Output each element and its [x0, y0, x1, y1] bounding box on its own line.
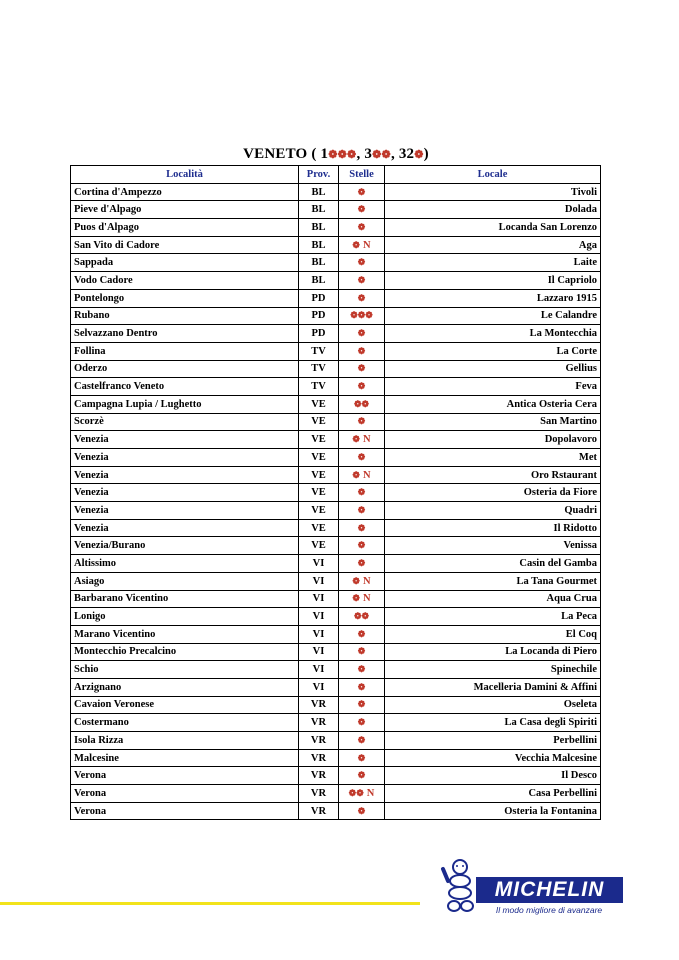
table-row	[71, 749, 601, 767]
cell-prov: VR	[299, 714, 339, 732]
michelin-star-icon: ❁	[357, 274, 366, 285]
cell-prov: VE	[299, 484, 339, 502]
cell-stelle	[339, 289, 385, 307]
table-row	[71, 449, 601, 467]
table-row	[71, 802, 601, 820]
michelin-star-icon: ❁	[352, 239, 360, 250]
table-row	[71, 183, 601, 201]
cell-stelle	[339, 395, 385, 413]
table-row	[71, 236, 601, 254]
cell-localita: Arzignano	[71, 678, 299, 696]
table-row	[71, 325, 601, 343]
cell-prov: VR	[299, 732, 339, 750]
cell-stelle	[339, 431, 385, 449]
michelin-star-icon: ❁	[357, 487, 366, 498]
cell-locale: Oro Rstaurant	[385, 466, 601, 484]
cell-prov: VI	[299, 643, 339, 661]
cell-stelle	[339, 732, 385, 750]
michelin-star-icon: ❁	[357, 186, 366, 197]
michelin-wordmark: MICHELIN	[476, 877, 623, 903]
michelin-star-icon: ❁	[357, 681, 366, 692]
cell-locale: La Corte	[385, 342, 601, 360]
table-row	[71, 484, 601, 502]
cell-prov: BL	[299, 183, 339, 201]
cell-locale: La Casa degli Spiriti	[385, 714, 601, 732]
cell-localita: Pieve d'Alpago	[71, 201, 299, 219]
footer-yellow-rule	[0, 902, 420, 905]
cell-locale: Vecchia Malcesine	[385, 749, 601, 767]
cell-prov: VI	[299, 661, 339, 679]
cell-localita: Puos d'Alpago	[71, 219, 299, 237]
table-row	[71, 378, 601, 396]
cell-prov: VI	[299, 572, 339, 590]
cell-prov: BL	[299, 201, 339, 219]
cell-locale: Spinechile	[385, 661, 601, 679]
michelin-star-icon: ❁❁	[353, 398, 370, 409]
cell-locale: Laite	[385, 254, 601, 272]
michelin-star-icon: ❁	[357, 504, 366, 515]
cell-stelle	[339, 643, 385, 661]
cell-stelle	[339, 307, 385, 325]
cell-prov: VE	[299, 413, 339, 431]
table-row	[71, 519, 601, 537]
cell-localita: Montecchio Precalcino	[71, 643, 299, 661]
cell-prov: VE	[299, 466, 339, 484]
table-row	[71, 413, 601, 431]
michelin-star-icon: ❁	[357, 805, 366, 816]
cell-stelle	[339, 785, 385, 803]
cell-prov: BL	[299, 272, 339, 290]
table-row	[71, 537, 601, 555]
cell-localita: Sappada	[71, 254, 299, 272]
michelin-star-icon: ❁	[357, 381, 366, 392]
cell-locale: La Locanda di Piero	[385, 643, 601, 661]
cell-stelle	[339, 608, 385, 626]
michelin-star-icon: ❁	[357, 646, 366, 657]
cell-prov: VE	[299, 502, 339, 520]
cell-stelle	[339, 625, 385, 643]
cell-prov: PD	[299, 307, 339, 325]
cell-locale: Il Ridotto	[385, 519, 601, 537]
michelin-star-icon: ❁	[357, 328, 366, 339]
column-header-locale: Locale	[385, 166, 601, 184]
cell-prov: TV	[299, 342, 339, 360]
cell-localita: Oderzo	[71, 360, 299, 378]
cell-localita: Venezia	[71, 466, 299, 484]
michelin-star-icon: ❁❁❁	[350, 310, 373, 321]
cell-locale: Met	[385, 449, 601, 467]
table-row	[71, 431, 601, 449]
cell-locale: Oseleta	[385, 696, 601, 714]
cell-locale: Feva	[385, 378, 601, 396]
michelin-star-icon: ❁❁	[353, 611, 370, 622]
michelin-star-icon: ❁	[357, 522, 366, 533]
michelin-star-icon: ❁❁	[348, 787, 364, 798]
cell-locale: Locanda San Lorenzo	[385, 219, 601, 237]
table-row	[71, 307, 601, 325]
region-name: VENETO	[243, 146, 308, 162]
page-title: VENETO ( 1❁❁❁, 3❁❁, 32❁)	[243, 146, 429, 162]
table-row	[71, 661, 601, 679]
cell-localita: Lonigo	[71, 608, 299, 626]
michelin-star-icon: ❁	[357, 717, 366, 728]
michelin-logo	[440, 857, 626, 921]
star-icon-x2: ❁❁	[372, 149, 391, 161]
table-row	[71, 590, 601, 608]
cell-localita: Costermano	[71, 714, 299, 732]
cell-locale: Osteria la Fontanina	[385, 802, 601, 820]
cell-locale: San Martino	[385, 413, 601, 431]
cell-locale: Il Desco	[385, 767, 601, 785]
column-header-localita: Località	[71, 166, 299, 184]
michelin-star-icon: ❁	[352, 469, 360, 480]
table-row	[71, 466, 601, 484]
new-badge: N	[366, 787, 375, 799]
table-row	[71, 360, 601, 378]
cell-prov: TV	[299, 360, 339, 378]
table-row	[71, 643, 601, 661]
table-row	[71, 572, 601, 590]
michelin-star-icon: ❁	[357, 699, 366, 710]
column-header-prov: Prov.	[299, 166, 339, 184]
cell-stelle	[339, 678, 385, 696]
cell-stelle	[339, 201, 385, 219]
cell-stelle	[339, 502, 385, 520]
cell-prov: VI	[299, 555, 339, 573]
star-icon-x3: ❁❁❁	[328, 149, 357, 161]
michelin-star-icon: ❁	[357, 628, 366, 639]
cell-prov: VR	[299, 785, 339, 803]
table-row	[71, 678, 601, 696]
new-badge: N	[362, 434, 371, 446]
table-header-row	[71, 166, 601, 184]
cell-locale: Perbellini	[385, 732, 601, 750]
michelin-star-icon: ❁	[352, 434, 360, 445]
cell-locale: Venissa	[385, 537, 601, 555]
table-row	[71, 767, 601, 785]
michelin-star-icon: ❁	[357, 770, 366, 781]
table-row	[71, 254, 601, 272]
michelin-star-icon: ❁	[357, 345, 366, 356]
cell-localita: Venezia/Burano	[71, 537, 299, 555]
restaurant-table	[70, 165, 600, 820]
michelin-star-icon: ❁	[352, 593, 360, 604]
michelin-star-icon: ❁	[352, 575, 360, 586]
cell-stelle	[339, 413, 385, 431]
cell-stelle	[339, 767, 385, 785]
cell-prov: BL	[299, 254, 339, 272]
cell-prov: VE	[299, 519, 339, 537]
cell-prov: VE	[299, 537, 339, 555]
cell-prov: VR	[299, 767, 339, 785]
cell-stelle	[339, 590, 385, 608]
cell-prov: VI	[299, 608, 339, 626]
cell-stelle	[339, 537, 385, 555]
cell-localita: Scorzè	[71, 413, 299, 431]
cell-localita: Malcesine	[71, 749, 299, 767]
michelin-star-icon: ❁	[357, 540, 366, 551]
cell-stelle	[339, 219, 385, 237]
michelin-slogan: Il modo migliore di avanzare	[495, 905, 603, 915]
cell-prov: VE	[299, 431, 339, 449]
table-row	[71, 555, 601, 573]
cell-localita: Schio	[71, 661, 299, 679]
michelin-star-icon: ❁	[357, 292, 366, 303]
table-row	[71, 395, 601, 413]
cell-localita: Rubano	[71, 307, 299, 325]
column-header-stelle: Stelle	[339, 166, 385, 184]
cell-locale: Dopolavoro	[385, 431, 601, 449]
cell-stelle	[339, 272, 385, 290]
cell-stelle	[339, 466, 385, 484]
cell-locale: Aga	[385, 236, 601, 254]
cell-stelle	[339, 254, 385, 272]
cell-stelle	[339, 449, 385, 467]
cell-locale: La Peca	[385, 608, 601, 626]
cell-prov: VI	[299, 590, 339, 608]
new-badge: N	[362, 239, 371, 251]
cell-stelle	[339, 572, 385, 590]
cell-localita: Vodo Cadore	[71, 272, 299, 290]
cell-localita: Castelfranco Veneto	[71, 378, 299, 396]
cell-locale: Macelleria Damini & Affini	[385, 678, 601, 696]
michelin-star-icon: ❁	[357, 451, 366, 462]
count-one-star: 32	[398, 146, 415, 162]
cell-stelle	[339, 802, 385, 820]
michelin-star-icon: ❁	[357, 734, 366, 745]
cell-localita: Marano Vicentino	[71, 625, 299, 643]
michelin-star-icon: ❁	[357, 752, 366, 763]
cell-stelle	[339, 325, 385, 343]
table-row	[71, 342, 601, 360]
michelin-star-icon: ❁	[357, 221, 366, 232]
cell-localita: Cortina d'Ampezzo	[71, 183, 299, 201]
table-row	[71, 502, 601, 520]
cell-prov: PD	[299, 289, 339, 307]
cell-locale: Tivoli	[385, 183, 601, 201]
michelin-star-icon: ❁	[357, 664, 366, 675]
new-badge: N	[362, 469, 371, 481]
cell-stelle	[339, 555, 385, 573]
cell-prov: PD	[299, 325, 339, 343]
new-badge: N	[362, 593, 371, 605]
cell-locale: Casa Perbellini	[385, 785, 601, 803]
cell-localita: Campagna Lupia / Lughetto	[71, 395, 299, 413]
michelin-star-icon: ❁	[357, 416, 366, 427]
cell-prov: VR	[299, 749, 339, 767]
cell-locale: Aqua Crua	[385, 590, 601, 608]
cell-stelle	[339, 714, 385, 732]
cell-localita: Follina	[71, 342, 299, 360]
cell-stelle	[339, 661, 385, 679]
count-two-stars: 3	[364, 146, 373, 162]
cell-locale: La Tana Gourmet	[385, 572, 601, 590]
cell-prov: VI	[299, 678, 339, 696]
cell-prov: VR	[299, 696, 339, 714]
cell-localita: Venezia	[71, 449, 299, 467]
cell-localita: Verona	[71, 802, 299, 820]
cell-localita: Selvazzano Dentro	[71, 325, 299, 343]
cell-prov: VE	[299, 395, 339, 413]
cell-locale: Casin del Gamba	[385, 555, 601, 573]
cell-locale: Gellius	[385, 360, 601, 378]
cell-localita: Cavaion Veronese	[71, 696, 299, 714]
cell-locale: Dolada	[385, 201, 601, 219]
table-row	[71, 732, 601, 750]
table-row	[71, 696, 601, 714]
new-badge: N	[362, 575, 371, 587]
cell-locale: Le Calandre	[385, 307, 601, 325]
cell-locale: Quadri	[385, 502, 601, 520]
table-row	[71, 625, 601, 643]
table-row	[71, 714, 601, 732]
cell-localita: Asiago	[71, 572, 299, 590]
cell-localita: Venezia	[71, 502, 299, 520]
cell-localita: San Vito di Cadore	[71, 236, 299, 254]
cell-localita: Isola Rizza	[71, 732, 299, 750]
cell-prov: BL	[299, 219, 339, 237]
michelin-star-icon: ❁	[357, 363, 366, 374]
michelin-star-icon: ❁	[357, 557, 366, 568]
cell-locale: Lazzaro 1915	[385, 289, 601, 307]
cell-localita: Altissimo	[71, 555, 299, 573]
table-row	[71, 219, 601, 237]
table-row	[71, 608, 601, 626]
cell-stelle	[339, 484, 385, 502]
cell-stelle	[339, 378, 385, 396]
michelin-star-icon: ❁	[357, 204, 366, 215]
michelin-star-icon: ❁	[357, 257, 366, 268]
cell-prov: TV	[299, 378, 339, 396]
table-row	[71, 201, 601, 219]
cell-localita: Venezia	[71, 519, 299, 537]
cell-prov: VE	[299, 449, 339, 467]
cell-prov: BL	[299, 236, 339, 254]
cell-locale: Osteria da Fiore	[385, 484, 601, 502]
cell-stelle	[339, 519, 385, 537]
cell-stelle	[339, 183, 385, 201]
cell-locale: La Montecchia	[385, 325, 601, 343]
cell-prov: VR	[299, 802, 339, 820]
cell-locale: Antica Osteria Cera	[385, 395, 601, 413]
cell-localita: Venezia	[71, 484, 299, 502]
cell-localita: Barbarano Vicentino	[71, 590, 299, 608]
cell-stelle	[339, 360, 385, 378]
table-row	[71, 785, 601, 803]
cell-localita: Verona	[71, 767, 299, 785]
cell-stelle	[339, 696, 385, 714]
cell-localita: Pontelongo	[71, 289, 299, 307]
cell-localita: Verona	[71, 785, 299, 803]
count-three-stars: 1	[320, 146, 329, 162]
cell-stelle	[339, 236, 385, 254]
cell-localita: Venezia	[71, 431, 299, 449]
cell-stelle	[339, 342, 385, 360]
cell-locale: Il Capriolo	[385, 272, 601, 290]
cell-prov: VI	[299, 625, 339, 643]
table-row	[71, 272, 601, 290]
star-icon-x1: ❁	[414, 149, 424, 161]
cell-stelle	[339, 749, 385, 767]
cell-locale: El Coq	[385, 625, 601, 643]
table-row	[71, 289, 601, 307]
